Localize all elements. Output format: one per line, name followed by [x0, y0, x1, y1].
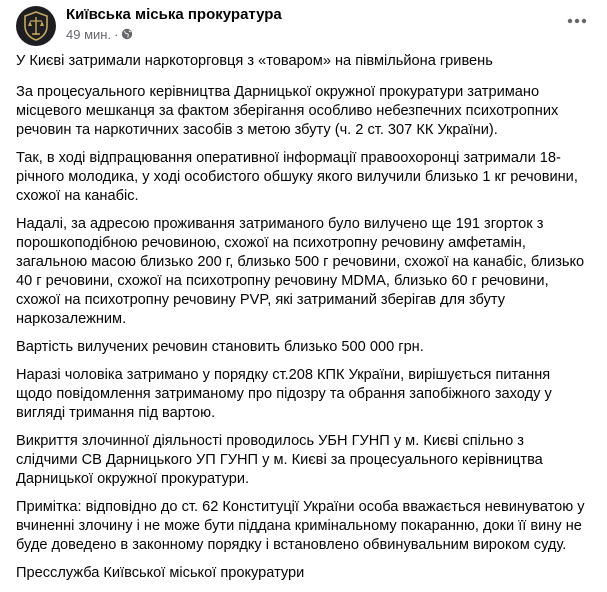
- post-timestamp[interactable]: 49 мин.: [66, 26, 112, 42]
- post-paragraph: Вартість вилучених речовин становить близько 500 000 грн.: [16, 339, 424, 355]
- post-paragraph: Наразі чоловіка затримано у порядку ст.208 КПК України, вирішується питання щодо повідомлення затриманому про підозру та обрання запобіжного заходу у вигляді тримання під вартою.: [16, 367, 552, 421]
- post-paragraph: Надалі, за адресою проживання затриманого було вилучено ще 191 згорток з порошкоподібною речовиною, схожої на психотропну речовину амфетамін, загальною масою близько 200 г, близько 500 г речовини, схожої на канабіс, близько 40 г речовини, схожої на психотропну речовину MDMA, близько 60 г речовини, схожої на психотропну речовину PVP, які затриманий зберігав для збуту наркозалежним.: [16, 216, 585, 327]
- page-avatar[interactable]: [16, 6, 56, 46]
- more-dots-icon: [567, 18, 587, 24]
- post-text: [16, 52, 588, 592]
- post-signature: Пресслужба Київської міської прокуратури: [16, 565, 305, 581]
- globe-icon[interactable]: [121, 28, 133, 40]
- post-header: [0, 0, 607, 46]
- post-paragraph: Примітка: відповідно до ст. 62 Конституції України особа вважається невинуватою у вчиненні злочину і не може бути піддана кримінальному покаранню, доки її вину не буде доведено в законному порядку і встановлено обвинувальним вироком суду.: [16, 499, 585, 553]
- page-name-link[interactable]: Київська міська прокуратура: [66, 6, 282, 23]
- more-options-button[interactable]: [561, 8, 593, 34]
- post-headline: У Києві затримали наркоторговця з «товаром» на півмільйона гривень: [16, 53, 493, 69]
- meta-separator: ·: [114, 26, 119, 42]
- post-paragraph: Так, в ході відпрацювання оперативної інформації правоохоронці затримали 18-річного молодика, у ході особистого обшуку якого вилучили близько 1 кг речовини, схожої на канабіс.: [16, 150, 578, 204]
- prosecutor-emblem-icon: [23, 11, 49, 41]
- post-meta: [66, 26, 133, 42]
- post-paragraph: За процесуального керівництва Дарницької окружної прокуратури затримано місцевого мешканця за фактом зберігання особливо небезпечних психотропних речовин та наркотичних засобів з метою збуту (ч. 2 ст. 307 КК України).: [16, 84, 559, 138]
- post-paragraph: Викриття злочинної діяльності проводилось УБН ГУНП у м. Києві спільно з слідчими СВ Дарницького УП ГУНП у м. Києві за процесуального керівництва Дарницької окружної прокуратури.: [16, 433, 543, 487]
